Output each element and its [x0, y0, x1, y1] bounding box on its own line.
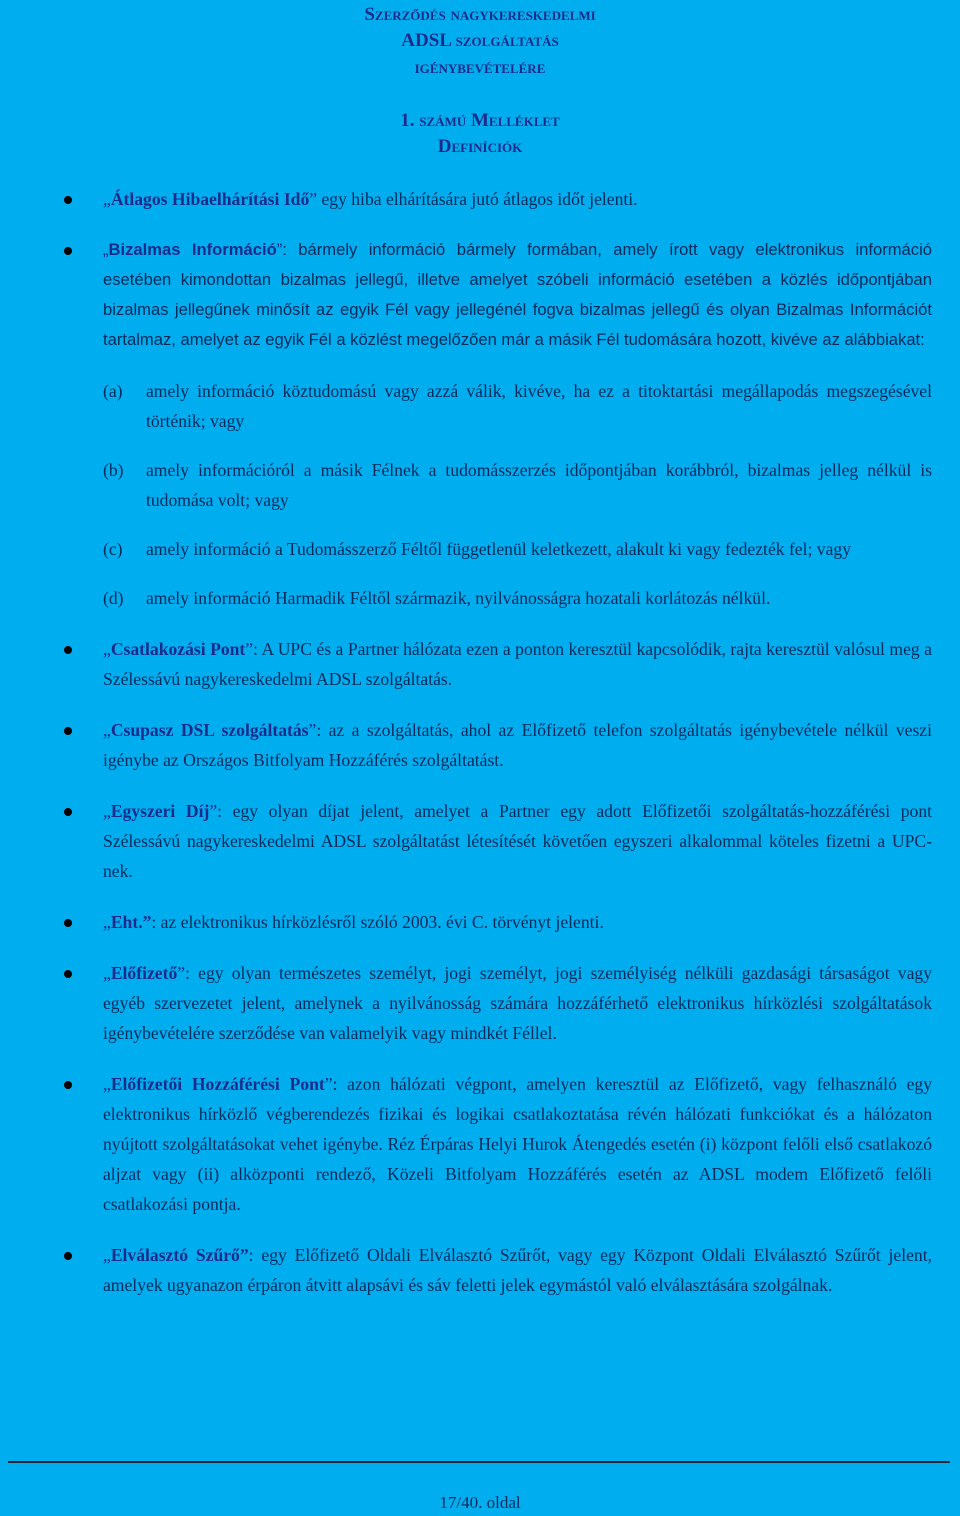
- definition-item: [0, 907, 960, 937]
- definition-term: „Átlagos Hibaelhárítási Idő”: [103, 189, 318, 209]
- exception-item: [0, 455, 960, 515]
- definition-text: : egy Előfizető Oldali Elválasztó Szűrőt, vagy egy Központ Oldali Elválasztó Szűrőt jelent, amelyek ugyanazon érpáron átvitt alapsávi és sáv feletti jelek egymástól való elválasztására szolgálnak.: [103, 1245, 932, 1295]
- definition-text: : egy olyan díjat jelent, amelyet a Partner egy adott Előfizetői szolgáltatás-hozzáférési pont Szélessávú nagykereskedelmi ADSL szolgáltatást létesítését követően egyszeri alkalommal köteles fizetni a UPC-nek.: [103, 801, 932, 881]
- header-line-1: Szerződés nagykereskedelmi: [364, 4, 596, 25]
- annex-title: 1. számú Melléklet: [400, 110, 560, 131]
- exception-label: (c): [103, 539, 123, 559]
- exception-text: amely információról a másik Félnek a tudomásszerzés időpontjában korábbról, bizalmas jelleg nélkül is tudomása volt; vagy: [146, 460, 932, 510]
- bullet-icon: [64, 919, 72, 927]
- exception-label: (b): [103, 460, 124, 480]
- definition-item: [0, 1069, 960, 1219]
- bullet-icon: [64, 247, 72, 255]
- definition-text: : az elektronikus hírközlésről szóló 2003. évi C. törvényt jelenti.: [151, 912, 604, 932]
- definition-text: : A UPC és a Partner hálózata ezen a ponton keresztül kapcsolódik, rajta keresztül valósul meg a Szélessávú nagykereskedelmi ADSL szolgáltatás.: [103, 639, 932, 689]
- definition-item: [0, 1240, 960, 1300]
- definition-item: [0, 958, 960, 1048]
- exception-item: [0, 534, 960, 564]
- definition-text: : egy olyan természetes személyt, jogi személyt, jogi személyiség nélküli gazdasági társaságot vagy egyéb szervezetet jelent, amelynek a nyilvánosság számára hozzáférhető elektronikus hírközlési szolgáltatások igénybevételére szerződése van valamelyik vagy mindkét Féllel.: [103, 963, 932, 1043]
- page-number: 17/40. oldal: [439, 1493, 521, 1512]
- bullet-icon: [64, 196, 72, 204]
- definition-term: „Elválasztó Szűrő”: [103, 1245, 249, 1265]
- definition-text: : azon hálózati végpont, amelyen keresztül az Előfizető, vagy felhasználó egy elektronikus hírközlő végberendezés fizikai és logikai csatlakoztatása révén hálózati funkciókat és a hálózaton nyújtott szolgáltatásokat vehet igénybe. Réz Érpáras Helyi Hurok Átengedés esetén (i) központ felőli első csatlakozó aljzat vagy (ii) alközponti rendező, Közeli Bitfolyam Hozzáférés esetén az ADSL modem Előfizető felőli csatlakozási pontja.: [103, 1074, 933, 1214]
- bullet-icon: [64, 808, 72, 816]
- bullet-icon: [64, 646, 72, 654]
- exception-item: [0, 376, 960, 436]
- exception-text: amely információ köztudomású vagy azzá válik, kivéve, ha ez a titoktartási megállapodás megszegésével történik; vagy: [146, 381, 932, 431]
- definition-term: „Egyszeri Díj”: [103, 801, 218, 821]
- exception-text: amely információ Harmadik Féltől származik, nyilvánosságra hozatali korlátozás nélkül.: [146, 588, 771, 608]
- definition-term: „Előfizető”: [103, 963, 186, 983]
- exception-label: (a): [103, 381, 123, 401]
- definition-text: egy hiba elhárítására jutó átlagos időt jelenti.: [317, 189, 638, 209]
- definition-term: „Bizalmas Információ”: [103, 240, 283, 259]
- definition-term: „Csupasz DSL szolgáltatás”: [103, 720, 317, 740]
- definition-term: „Előfizetői Hozzáférési Pont”: [103, 1074, 333, 1094]
- header-line-3: igénybevételére: [414, 57, 546, 78]
- definition-item: [0, 235, 960, 355]
- definition-term: „Eht.”: [103, 912, 152, 932]
- exception-text: amely információ a Tudomásszerző Féltől függetlenül keletkezett, alakult ki vagy fedezték fel; vagy: [146, 539, 851, 559]
- exception-item: [0, 583, 960, 613]
- definition-item: [0, 634, 960, 694]
- exception-label: (d): [103, 588, 124, 608]
- definition-item: [0, 796, 960, 886]
- bullet-icon: [64, 1081, 72, 1089]
- bullet-icon: [64, 970, 72, 978]
- definition-item: [0, 715, 960, 775]
- definitions-title: Definíciók: [437, 136, 523, 157]
- bullet-icon: [64, 727, 72, 735]
- footer-divider: [8, 1461, 950, 1463]
- definition-term: „Csatlakozási Pont”: [103, 639, 254, 659]
- definition-text: : az a szolgáltatás, ahol az Előfizető telefon szolgáltatás igénybevétele nélkül veszi igénybe az Országos Bitfolyam Hozzáférés szolgáltatást.: [103, 720, 932, 770]
- bullet-icon: [64, 1252, 72, 1260]
- definition-text: : bármely információ bármely formában, amely írott vagy elektronikus információ esetében kimondottan bizalmas jellegű, illetve amelyet szóbeli információ esetében a közlés időpontjában bizalmas jellegűnek minősít az egyik Fél vagy jellegénél fogva bizalmas jellegű és olyan Bizalmas Információt tartalmaz, amelyet az egyik Fél a közlést megelőzően már a másik Fél tudomására hozott, kivéve az alábbiakat:: [103, 240, 932, 349]
- header-line-2: ADSL szolgáltatás: [401, 30, 559, 51]
- definition-item: [0, 184, 960, 214]
- definitions-list: [0, 184, 960, 1300]
